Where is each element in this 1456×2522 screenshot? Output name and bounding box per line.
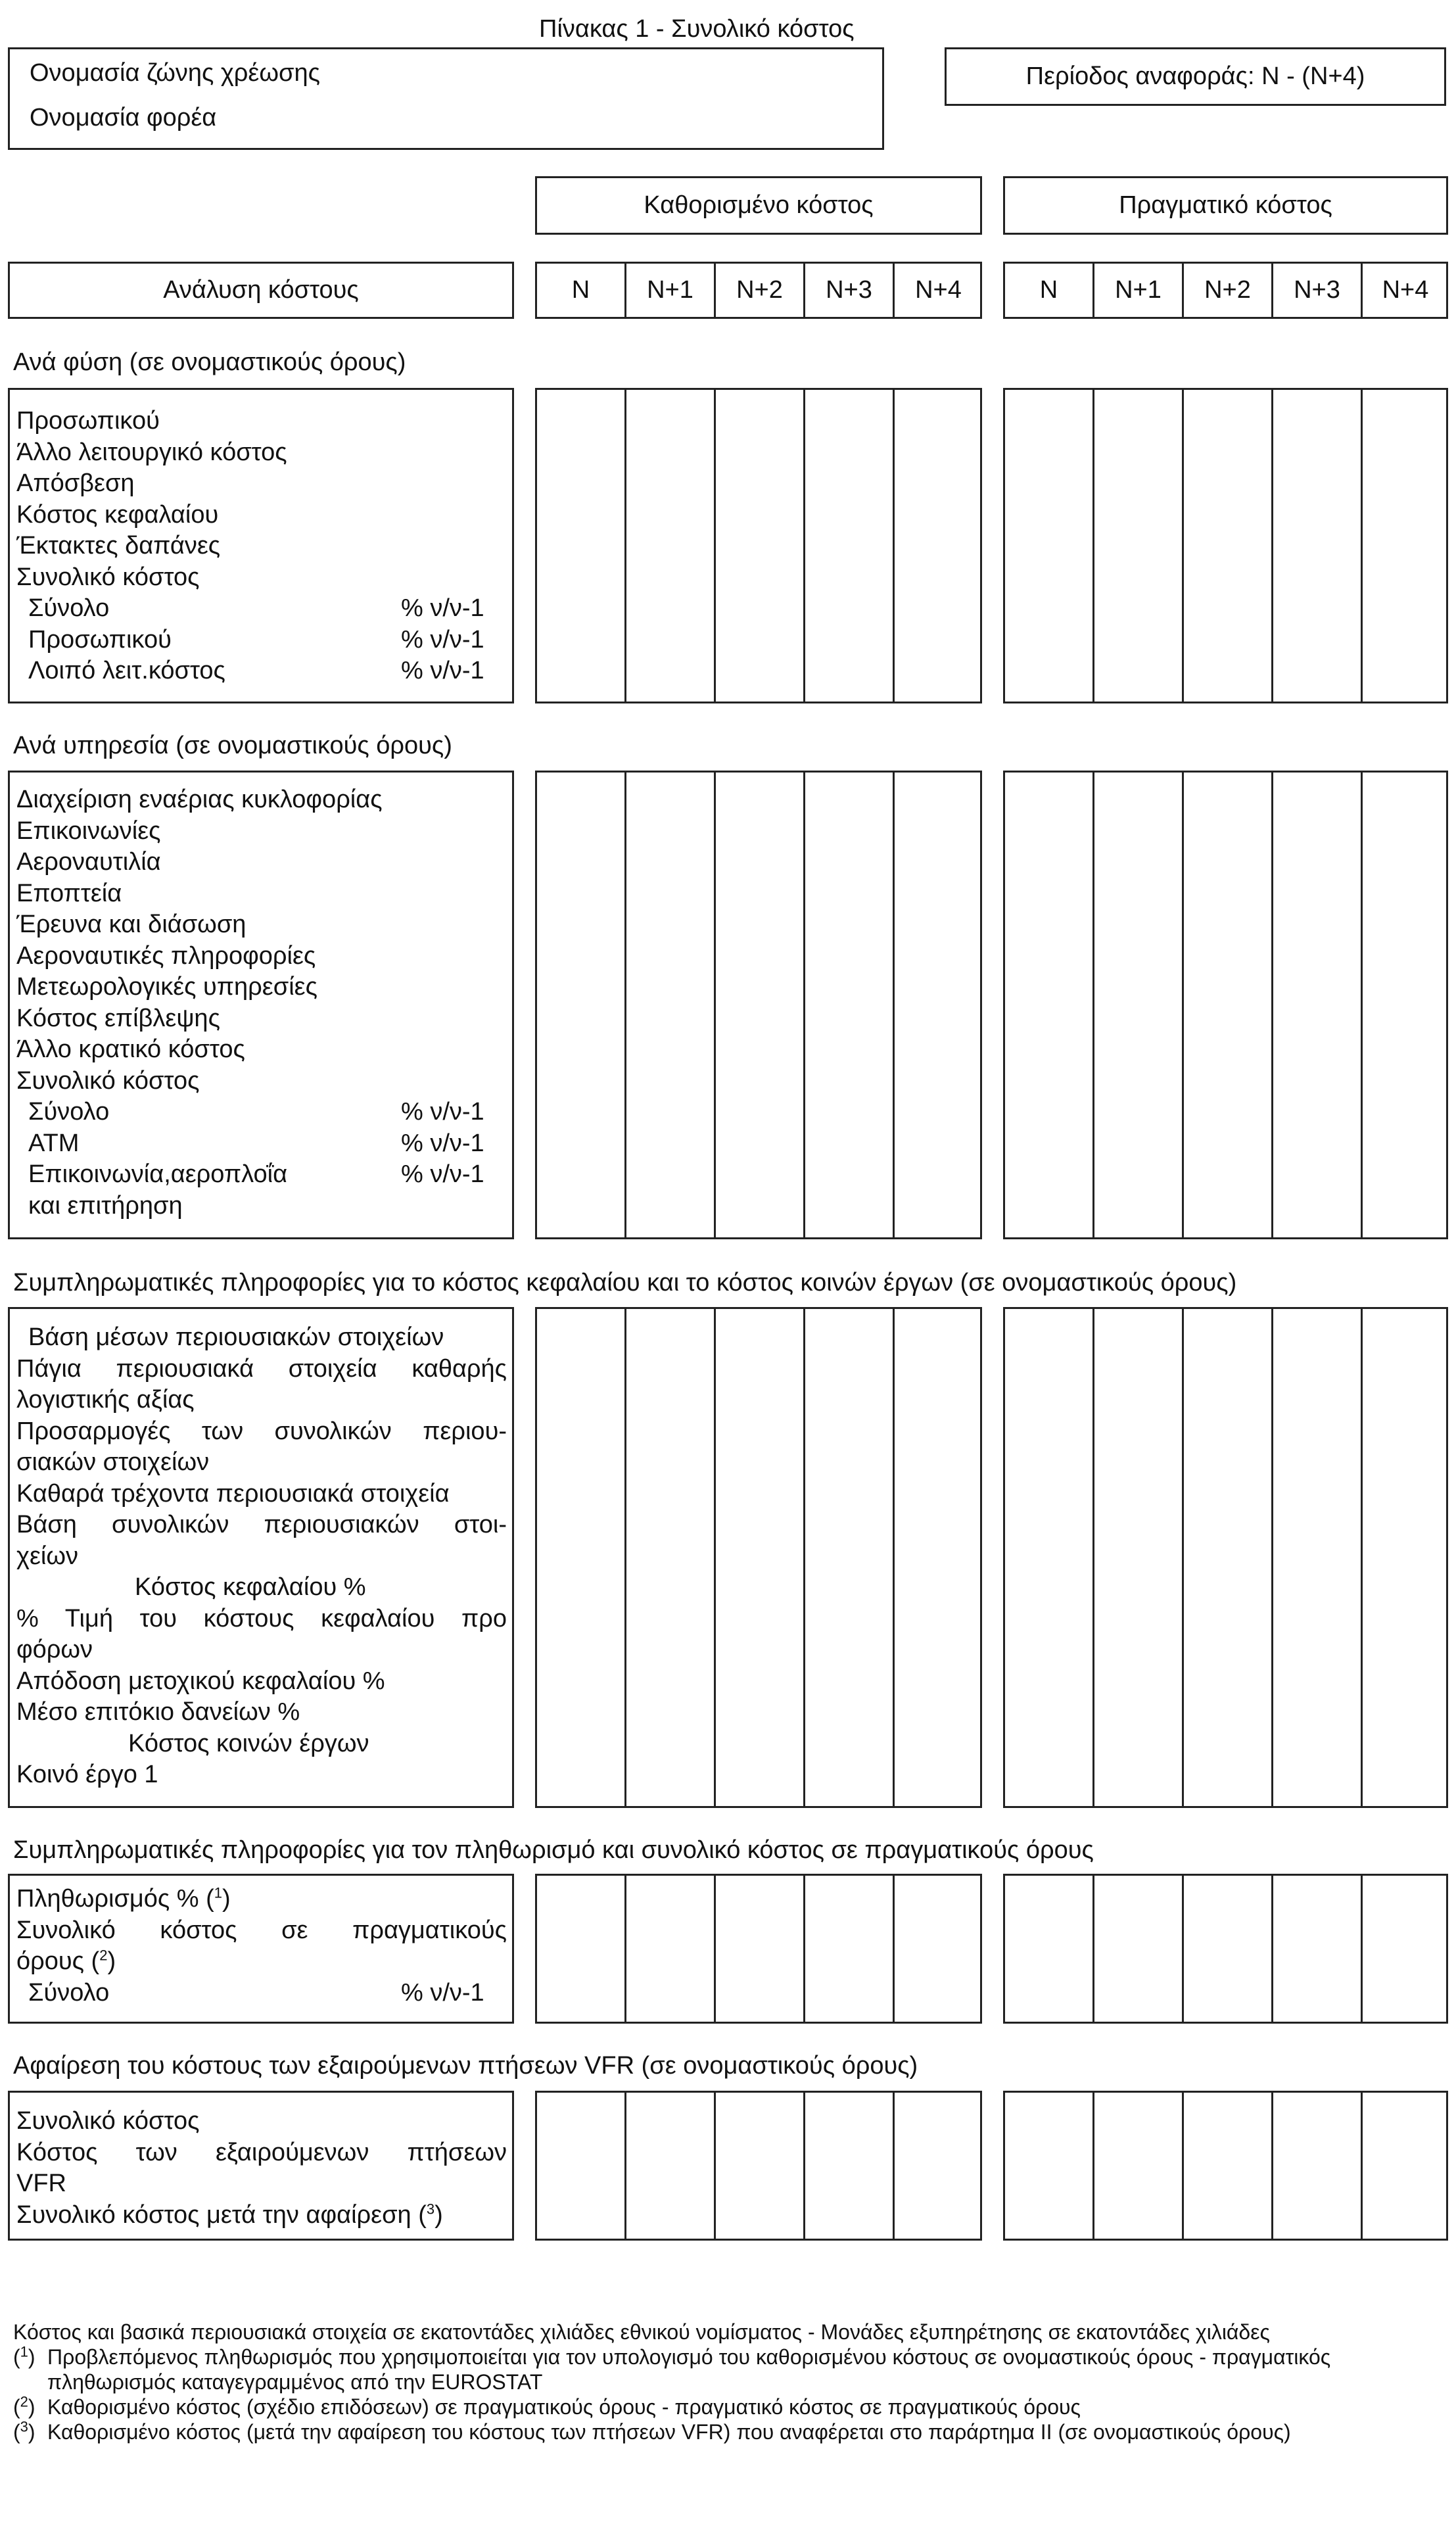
actual-cost-label: Πραγματικό κόστος [1119,191,1332,219]
pct-unit: % ν/ν-1 [401,657,484,684]
charging-zone-name: Ονομασία ζώνης χρέωσης [30,59,320,87]
section-title-by-service: Ανά υπηρεσία (σε ονομαστικούς όρους) [13,732,452,759]
year-header-cell: N+4 [1382,276,1429,304]
grid-cell[interactable] [1005,2093,1094,2239]
inflation-actual-grid [1003,1874,1448,2024]
footnote-item: ($^2$) Καθορισμένο κόστος (σχέδιο επιδόσεων) σε πραγματικούς όρους - πραγματικό κόστος σε πραγματικούς όρους [13,2393,1081,2419]
footnotes [13,2320,1443,2444]
page-title: Πίνακας 1 - Συνολικό κόστος [539,15,855,43]
section-title-inflation: Συμπληρωματικές πληροφορίες για τον πληθωρισμό και συνολικό κόστος σε πραγματικούς όρους [13,1836,1094,1864]
row-label: Επικοινωνίες [16,817,161,845]
grid-cell[interactable] [1184,390,1273,702]
pct-row-label: Επικοινωνία,αεροπλοΐα [28,1160,288,1188]
grid-cell[interactable] [805,773,895,1237]
row-label: Κόστος κοινών έργων [128,1729,369,1757]
actual-years-header [1003,262,1448,319]
row-label-continuation: και επιτήρηση [28,1191,183,1220]
grid-cell[interactable] [1184,1309,1273,1806]
grid-cell[interactable] [537,390,626,702]
grid-cell[interactable] [1094,2093,1184,2239]
row-label: Πάγια περιουσιακά στοιχεία καθαρής [16,1354,507,1383]
row-label: VFR [16,2170,66,2197]
grid-cell[interactable] [805,1876,895,2022]
by-nature-determined-grid [535,388,982,703]
row-label: Βάση συνολικών περιουσιακών στοι- [16,1511,507,1538]
grid-cell[interactable] [1184,1876,1273,2022]
row-label: Συνολικό κόστος [16,2107,200,2135]
row-label: Άλλο κρατικό κόστος [16,1035,245,1063]
grid-cell[interactable] [626,390,716,702]
row-label: Μέσο επιτόκιο δανείων % [16,1698,300,1726]
vfr-actual-grid [1003,2091,1448,2241]
year-header-cell: N+4 [915,276,962,304]
row-label: Κόστος επίβλεψης [16,1004,220,1032]
section-title-capital: Συμπληρωματικές πληροφορίες για το κόστος κεφαλαίου και το κόστος κοινών έργων (σε ονομαστικούς όρους) [13,1269,1237,1297]
by-service-label-box [8,771,514,1239]
inflation-determined-grid [535,1874,982,2024]
row-label: Άλλο λειτουργικό κόστος [16,438,287,466]
row-label: φόρων [16,1636,93,1663]
row-label: Συνολικό κόστος μετά την αφαίρεση ($^3$) [16,2200,443,2229]
row-label: Έρευνα και διάσωση [16,911,247,938]
inflation-label-box [8,1874,514,2024]
operator-name: Ονομασία φορέα [30,104,217,131]
by-nature-actual-grid [1003,388,1448,703]
actual-cost-header [1003,176,1448,235]
grid-cell[interactable] [805,1309,895,1806]
footnote-item: ($^3$) Καθορισμένο κόστος (μετά την αφαίρεση του κόστους των πτήσεων VFR) που αναφέρεται στο παράρτημα II (σε ονομαστικούς όρους) [13,2418,1291,2444]
row-label: Πληθωρισμός % ($^1$) [16,1884,231,1913]
year-header-cell: N+1 [1094,264,1184,317]
row-label: Κόστος των εξαιρούμενων πτήσεων [16,2138,507,2166]
pct-row-label: Λοιπό λειτ.κόστος [28,657,225,684]
grid-cell[interactable] [716,1876,805,2022]
row-label: Συνολικό κόστος [16,563,200,591]
year-header-cell: N+2 [1184,264,1273,317]
row-label: Βάση μέσων περιουσιακών στοιχείων [28,1323,444,1351]
year-header-cell: N [1005,264,1094,317]
grid-cell[interactable] [537,773,626,1237]
grid-cell[interactable] [1094,1309,1184,1806]
pct-row-label: Σύνολο [28,1098,110,1126]
row-label: Απόσβεση [16,469,135,497]
determined-cost-label: Καθορισμένο κόστος [644,191,874,219]
zone-operator-box [8,47,884,150]
capital-determined-grid [535,1307,982,1808]
grid-cell[interactable] [1005,773,1094,1237]
year-header-cell: N+3 [1273,264,1363,317]
row-label: σιακών στοιχείων [16,1448,210,1476]
row-label: Συνολικό κόστος [16,1066,200,1095]
capital-actual-grid [1003,1307,1448,1808]
grid-cell[interactable] [1005,390,1094,702]
row-label: Προσωπικού [16,407,160,435]
pct-unit: % ν/ν-1 [401,1978,484,2007]
row-label: χείων [16,1542,78,1570]
by-service-determined-grid [535,771,982,1239]
row-label: % Τιμή του κόστους κεφαλαίου προ [16,1604,507,1632]
pct-unit: % ν/ν-1 [401,1098,484,1126]
grid-cell[interactable] [1094,773,1184,1237]
grid-cell[interactable] [1094,1876,1184,2022]
year-header-cell: N+1 [626,264,716,317]
grid-cell[interactable] [537,1309,626,1806]
grid-cell[interactable] [1005,1876,1094,2022]
pct-unit: % ν/ν-1 [401,594,484,622]
row-label: Μετεωρολογικές υπηρεσίες [16,973,317,1001]
cost-analysis-header [8,262,514,319]
by-service-actual-grid [1003,771,1448,1239]
row-label: Απόδοση μετοχικού κεφαλαίου % [16,1667,385,1695]
grid-cell[interactable] [1005,1309,1094,1806]
grid-cell[interactable] [537,2093,626,2239]
grid-cell[interactable] [805,390,895,702]
row-label: Κοινό έργο 1 [16,1761,158,1788]
footnote-intro: Κόστος και βασικά περιουσιακά στοιχεία σε εκατοντάδες χιλιάδες εθνικού νομίσματος - Μονάδες εξυπηρέτησης σε εκατοντάδες χιλιάδες [13,2320,1270,2344]
row-label: Αεροναυτιλία [16,848,161,876]
grid-cell[interactable] [626,2093,716,2239]
row-label: Εποπτεία [16,879,122,907]
row-label: Έκτακτες δαπάνες [16,532,221,559]
grid-cell[interactable] [716,390,805,702]
section-title-vfr: Αφαίρεση του κόστους των εξαιρούμενων πτήσεων VFR (σε ονομαστικούς όρους) [13,2052,918,2080]
grid-cell[interactable] [1094,390,1184,702]
row-label: Συνολικό κόστος σε πραγματικούς [16,1916,507,1944]
year-header-cell: N+3 [805,264,895,317]
grid-cell[interactable] [626,773,716,1237]
reference-period-box [945,47,1446,106]
pct-row-label: Σύνολο [28,1978,110,2007]
grid-cell[interactable] [626,1876,716,2022]
row-label: Διαχείριση εναέριας κυκλοφορίας [16,786,383,813]
grid-cell[interactable] [1273,1309,1363,1806]
row-label: Καθαρά τρέχοντα περιουσιακά στοιχεία [16,1479,450,1508]
reference-period-label: Περίοδος αναφοράς: N - (N+4) [1025,62,1365,90]
row-label: Κόστος κεφαλαίου % [135,1573,366,1601]
grid-cell[interactable] [1184,773,1273,1237]
grid-cell[interactable] [805,2093,895,2239]
grid-cell[interactable] [716,2093,805,2239]
grid-cell[interactable] [537,1876,626,2022]
row-label: Αεροναυτικές πληροφορίες [16,941,316,970]
year-header-cell: N+2 [716,264,805,317]
vfr-label-box [8,2091,514,2241]
vfr-determined-grid [535,2091,982,2241]
by-nature-label-box [8,388,514,703]
pct-row-label: Σύνολο [28,594,110,622]
grid-cell[interactable] [716,773,805,1237]
footnote-item: ($^1$) Προβλεπόμενος πληθωρισμός που χρησιμοποιείται για τον υπολογισμό του καθορισμένου κόστους σε ονομαστικούς όρους - πραγματικός πληθωρισμός καταγεγραμμένος από την EUROSTAT [13,2343,1331,2394]
grid-cell[interactable] [1184,2093,1273,2239]
grid-cell[interactable] [716,1309,805,1806]
year-header-cell: N [537,264,626,317]
determined-years-header [535,262,982,319]
pct-unit: % ν/ν-1 [401,625,484,654]
determined-cost-header [535,176,982,235]
pct-row-label: Προσωπικού [28,625,172,654]
grid-cell[interactable] [1273,1876,1363,2022]
cost-analysis-label: Ανάλυση κόστους [163,276,359,304]
row-label: όρους ($^2$) [16,1947,116,1975]
grid-cell[interactable] [1273,773,1363,1237]
pct-row-label: ATM [28,1129,80,1157]
grid-cell[interactable] [626,1309,716,1806]
pct-unit: % ν/ν-1 [401,1160,484,1188]
grid-cell[interactable] [1273,390,1363,702]
pct-unit: % ν/ν-1 [401,1129,484,1157]
capital-label-box [8,1307,514,1808]
row-label: Προσαρμογές των συνολικών περιου- [16,1417,507,1445]
row-label: Κόστος κεφαλαίου [16,500,219,529]
grid-cell[interactable] [1273,2093,1363,2239]
section-title-by-nature: Ανά φύση (σε ονομαστικούς όρους) [13,348,406,376]
row-label: λογιστικής αξίας [16,1386,195,1414]
